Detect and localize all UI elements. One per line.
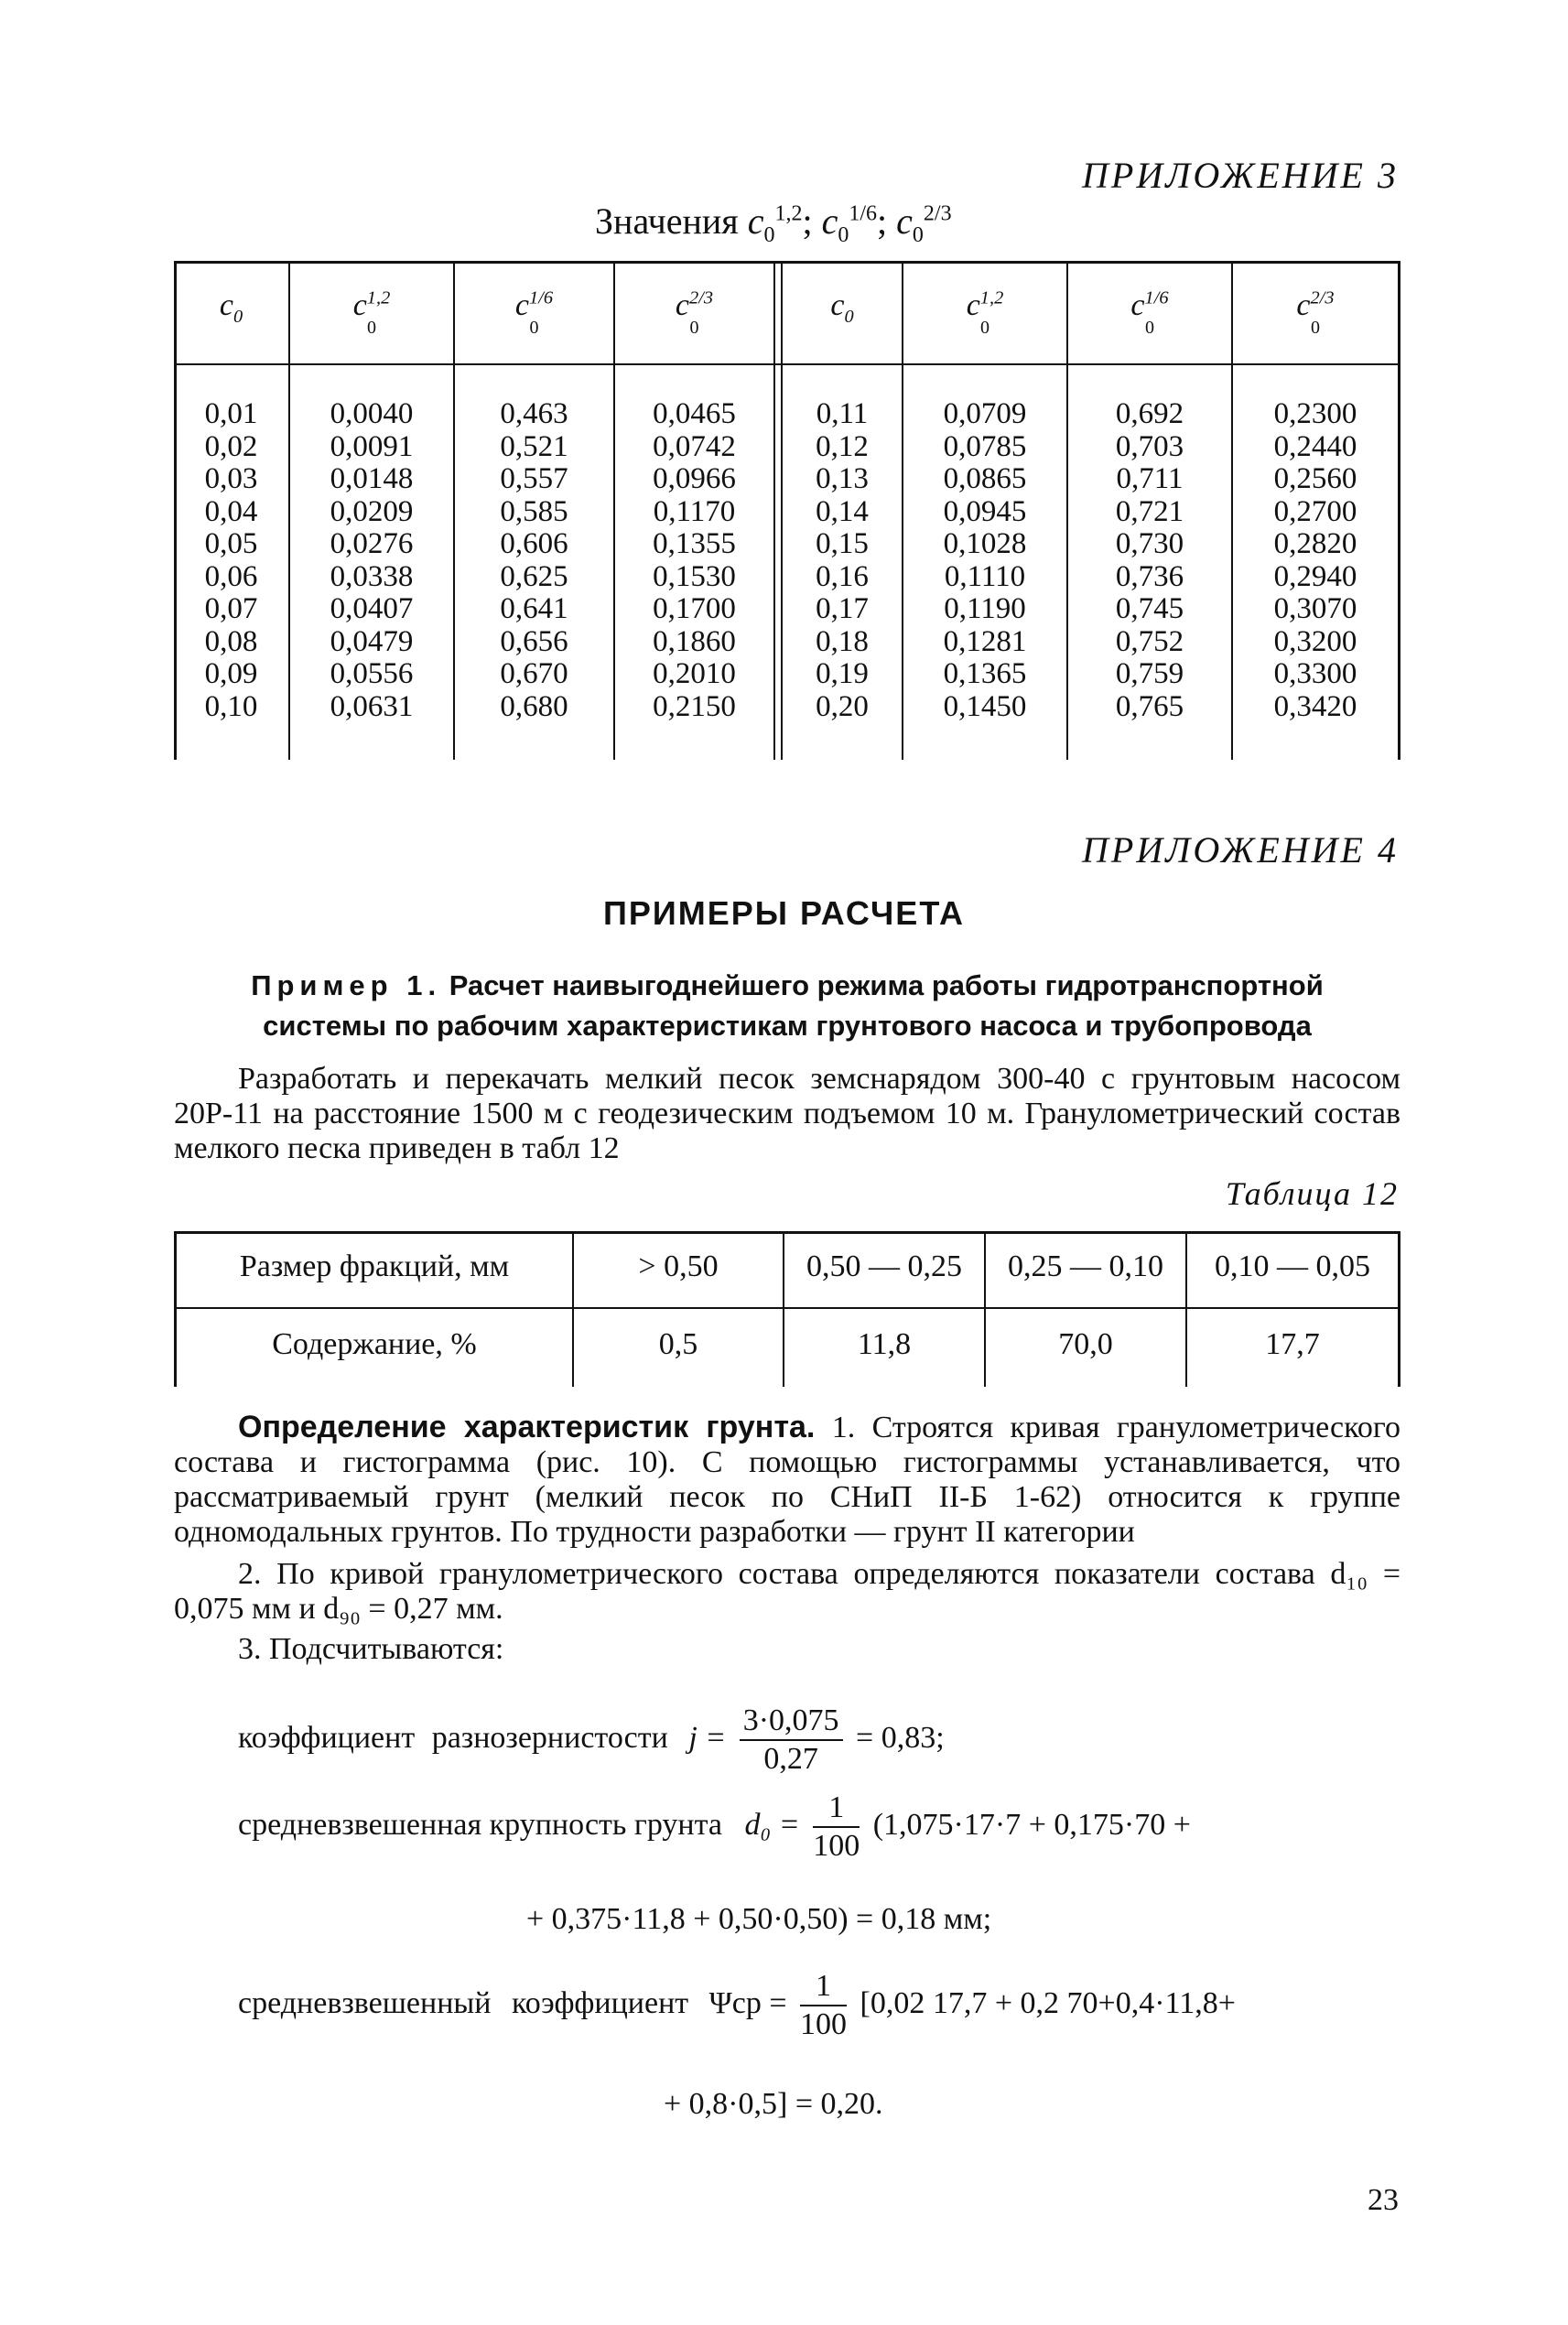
table-cell: 0,585 <box>500 494 568 528</box>
t12-value-050-025: 11,8 <box>857 1327 912 1361</box>
table-cell: 0,12 <box>816 429 869 463</box>
table-cell: 0,01 <box>204 397 258 430</box>
table-cell: 0,02 <box>204 429 258 463</box>
t12-header-010-005: 0,10 — 0,05 <box>1215 1249 1370 1283</box>
example-1-title-line1: Расчет наивыгоднейшего режима работы гидротранспортной <box>449 969 1324 1001</box>
table-cell: 0,680 <box>500 689 568 723</box>
table-cell: 0,3300 <box>1273 657 1357 690</box>
table-cell: 0,0785 <box>943 429 1027 463</box>
header-c0-16-left: $c^{1/6}$ 0 <box>514 287 554 338</box>
table-column-c16-right <box>1068 398 1231 723</box>
formula-2-denominator: 100 <box>813 1829 860 1863</box>
appendix-4-label: ПРИЛОЖЕНИЕ 4 <box>1082 829 1399 871</box>
formula-1-numerator: 3·0,075 <box>740 1703 843 1741</box>
table-cell: 0,19 <box>816 657 869 690</box>
title-exp-2: 1/6 <box>849 201 878 226</box>
table-cell: 0,1365 <box>943 657 1027 690</box>
page-number: 23 <box>1368 2183 1399 2217</box>
appendix-3-label: ПРИЛОЖЕНИЕ 3 <box>1082 155 1399 196</box>
table-cell: 0,0479 <box>330 624 414 658</box>
formula-3-label: средневзвешенный коэффициент <box>238 1985 689 2020</box>
formula-3-fraction <box>800 1968 847 2043</box>
formula-2-continuation: + 0,375·11,8 + 0,50·0,50) = 0,18 мм; <box>526 1902 992 1936</box>
formula-mean-coefficient <box>238 1968 1236 2043</box>
table-cell: 0,1170 <box>653 494 736 528</box>
table-cell: 0,625 <box>500 559 568 593</box>
table-cell: 0,0966 <box>653 462 736 495</box>
header-c0-23-left: $c^{2/3}$ 0 <box>675 287 714 338</box>
formula-2-numerator: 1 <box>813 1790 860 1828</box>
t12-value-gt050: 0,5 <box>658 1327 698 1361</box>
table-cell: 0,745 <box>1115 592 1184 625</box>
table-cell: 0,08 <box>204 624 258 658</box>
t12-row-label-content: Содержание, % <box>272 1327 477 1361</box>
table-cell: 0,2940 <box>1273 559 1357 593</box>
t12-mid-rule <box>174 1307 1400 1309</box>
title-symbol-2: c <box>821 200 838 242</box>
table-column-c23-left <box>615 398 773 723</box>
table-top-rule <box>174 261 1400 264</box>
table-cell: 0,09 <box>204 657 258 690</box>
example-1-title-line2: системы по рабочим характеристикам грунтового насоса и трубопровода <box>263 1010 1312 1042</box>
soil-paragraph-2: 2. По кривой гранулометрического состава определяются показатели состава d₁₀ = 0,075 мм и d₉₀ = 0,27 мм. <box>174 1557 1400 1626</box>
intro-text: Разработать и перекачать мелкий песок земснарядом 300-40 с грунтовым насосом 20Р-11 на расстояние 1500 м с геодезическим подъемом 10 м. Гранулометрический состав мелкого песка приведен в табл 12 <box>174 1062 1400 1165</box>
soil-paragraph-1: 1. Строятся кривая гранулометрического состава и гистограмма (рис. 10). С помощью гистограммы устанавливается, что рассматриваемый грунт (мелкий песок по СНиП II-Б 1-62) относится к группе одномодальных грунтов. По трудности разработки — грунт II категории <box>174 1411 1401 1549</box>
formula-2-label: средневзвешенная крупность грунта <box>238 1807 722 1842</box>
table-cell: 0,13 <box>816 462 869 495</box>
formula-1-denominator: 0,27 <box>763 1742 818 1776</box>
table-3-title-word: Значения <box>595 200 739 242</box>
formula-mean-size <box>238 1790 1191 1865</box>
table-header-rule <box>174 363 1400 365</box>
table-column-c16-left <box>455 398 613 723</box>
table-cell: 0,765 <box>1115 689 1184 723</box>
table-3-title <box>595 200 952 247</box>
t12-value-010-005: 17,7 <box>1265 1327 1320 1361</box>
table-cell: 0,1700 <box>653 592 736 625</box>
table-cell: 0,557 <box>500 462 568 495</box>
table-cell: 0,752 <box>1115 624 1184 658</box>
table-cell: 0,0091 <box>330 429 414 463</box>
table-cell: 0,07 <box>204 592 258 625</box>
table-cell: 0,0631 <box>330 689 414 723</box>
formula-3-continuation: + 0,8·0,5] = 0,20. <box>664 2087 883 2121</box>
t12-right-border <box>1398 1231 1400 1387</box>
title-sep-2: ; <box>877 200 888 242</box>
formula-1-label: коэффициент разнозернистости <box>238 1720 668 1755</box>
t12-header-gt050: > 0,50 <box>638 1249 719 1283</box>
table-12 <box>174 1231 1400 1387</box>
table-cell: 0,656 <box>500 624 568 658</box>
table-cell: 0,2700 <box>1273 494 1357 528</box>
table-cell: 0,0465 <box>653 397 736 430</box>
formula-2-var: d₀ = <box>744 1807 800 1842</box>
table-cell: 0,0276 <box>330 527 414 560</box>
header-c0-left: $c_0$ <box>219 288 243 327</box>
formula-3-var: Ψср = <box>708 1985 787 2020</box>
table-cell: 0,03 <box>204 462 258 495</box>
formula-3-expression: [0,02 17,7 + 0,2 70+0,4·11,8+ <box>860 1985 1236 2020</box>
formula-1-fraction <box>740 1703 843 1778</box>
table-cell: 0,0865 <box>943 462 1027 495</box>
table-cell: 0,641 <box>500 592 568 625</box>
t12-top-rule <box>174 1231 1400 1234</box>
table-cell: 0,20 <box>816 689 869 723</box>
table-cell: 0,692 <box>1115 397 1184 430</box>
table-cell: 0,721 <box>1115 494 1184 528</box>
table-cell: 0,2010 <box>653 657 736 690</box>
table-cell: 0,1450 <box>943 689 1027 723</box>
table-cell: 0,18 <box>816 624 869 658</box>
t12-header-050-025: 0,50 — 0,25 <box>806 1249 962 1283</box>
table-cell: 0,1530 <box>653 559 736 593</box>
table-cell: 0,06 <box>204 559 258 593</box>
table-cell: 0,05 <box>204 527 258 560</box>
table-cell: 0,0742 <box>653 429 736 463</box>
table-cell: 0,736 <box>1115 559 1184 593</box>
table-cell: 0,759 <box>1115 657 1184 690</box>
col-divider-double-a <box>773 261 775 760</box>
soil-heading: Определение характеристик грунта. <box>238 1410 816 1444</box>
t12-value-025-010: 70,0 <box>1058 1327 1113 1361</box>
table-cell: 0,0556 <box>330 657 414 690</box>
title-sub-3: 0 <box>912 223 924 247</box>
table-cell: 0,3070 <box>1273 592 1357 625</box>
table-cell: 0,0709 <box>943 397 1027 430</box>
title-exp-3: 2/3 <box>923 201 952 226</box>
table-column-c12-left <box>290 398 453 723</box>
t12-header-size: Размер фракций, мм <box>239 1249 510 1283</box>
table-cell: 0,0040 <box>330 397 414 430</box>
table-column-c0-left <box>174 398 288 723</box>
table-cell: 0,0338 <box>330 559 414 593</box>
table-cell: 0,703 <box>1115 429 1184 463</box>
header-c0-23-right: $c^{2/3}$ 0 <box>1296 287 1335 338</box>
table-cell: 0,2300 <box>1273 397 1357 430</box>
table-12-caption: Таблица 12 <box>1225 1175 1399 1212</box>
table-cell: 0,521 <box>500 429 568 463</box>
table-cell: 0,730 <box>1115 527 1184 560</box>
table-cell: 0,711 <box>1116 462 1184 495</box>
title-sub-2: 0 <box>838 223 849 247</box>
table-cell: 0,2820 <box>1273 527 1357 560</box>
formula-3-numerator: 1 <box>800 1968 847 2006</box>
table-cell: 0,0945 <box>943 494 1027 528</box>
table-cell: 0,1355 <box>653 527 736 560</box>
title-sub-1: 0 <box>763 223 775 247</box>
table-cell: 0,606 <box>500 527 568 560</box>
table-cell: 0,1028 <box>943 527 1027 560</box>
table-cell: 0,1860 <box>653 624 736 658</box>
table-cell: 0,2560 <box>1273 462 1357 495</box>
formula-3-denominator: 100 <box>800 2007 848 2041</box>
t12-header-025-010: 0,25 — 0,10 <box>1008 1249 1163 1283</box>
header-c0-12-right: $c^{1,2}$ 0 <box>966 287 1004 338</box>
table-cell: 0,04 <box>204 494 258 528</box>
table-cell: 0,670 <box>500 657 568 690</box>
soil-paragraph-3: 3. Подсчитываются: <box>238 1632 504 1666</box>
formula-2-expression: (1,075·17·7 + 0,175·70 + <box>872 1807 1191 1842</box>
table-cell: 0,3200 <box>1273 624 1357 658</box>
soil-section <box>174 1410 1400 1667</box>
table-column-c23-right <box>1233 398 1398 723</box>
table-cell: 0,14 <box>816 494 869 528</box>
table-cell: 0,1281 <box>943 624 1027 658</box>
table-cell: 0,15 <box>816 527 869 560</box>
table-cell: 0,2150 <box>653 689 736 723</box>
table-column-c12-right <box>903 398 1066 723</box>
example-1-label: Пример 1. <box>251 969 442 1001</box>
header-c0-right: $c_0$ <box>830 288 854 327</box>
table-cell: 0,17 <box>816 592 869 625</box>
examples-heading: ПРИМЕРЫ РАСЧЕТА <box>602 894 966 932</box>
table-cell: 0,10 <box>204 689 258 723</box>
table-column-c0-right <box>783 398 902 723</box>
title-symbol-1: c <box>747 200 764 242</box>
table-cell: 0,0209 <box>330 494 414 528</box>
title-sep-1: ; <box>802 200 813 242</box>
formula-uniformity <box>238 1703 945 1778</box>
table-cell: 0,16 <box>816 559 869 593</box>
title-exp-1: 1,2 <box>774 201 803 226</box>
table-right-border <box>1398 261 1400 760</box>
table-cell: 0,463 <box>500 397 568 430</box>
formula-2-fraction <box>813 1790 860 1865</box>
table-cell: 0,0148 <box>330 462 414 495</box>
example-1-heading <box>174 966 1400 1046</box>
formula-1-result: = 0,83; <box>856 1720 945 1755</box>
title-symbol-3: c <box>896 200 913 242</box>
formula-1-var: j = <box>688 1720 727 1755</box>
table-cell: 0,0407 <box>330 592 414 625</box>
intro-paragraph <box>174 1062 1400 1166</box>
header-c0-16-right: $c^{1/6}$ 0 <box>1130 287 1169 338</box>
table-cell: 0,1190 <box>944 592 1026 625</box>
table-cell: 0,1110 <box>944 559 1026 593</box>
table-cell: 0,11 <box>816 397 869 430</box>
table-cell: 0,2440 <box>1273 429 1357 463</box>
header-c0-12-left: $c^{1,2}$ 0 <box>352 287 391 338</box>
table-3 <box>174 261 1400 760</box>
table-cell: 0,3420 <box>1273 689 1357 723</box>
